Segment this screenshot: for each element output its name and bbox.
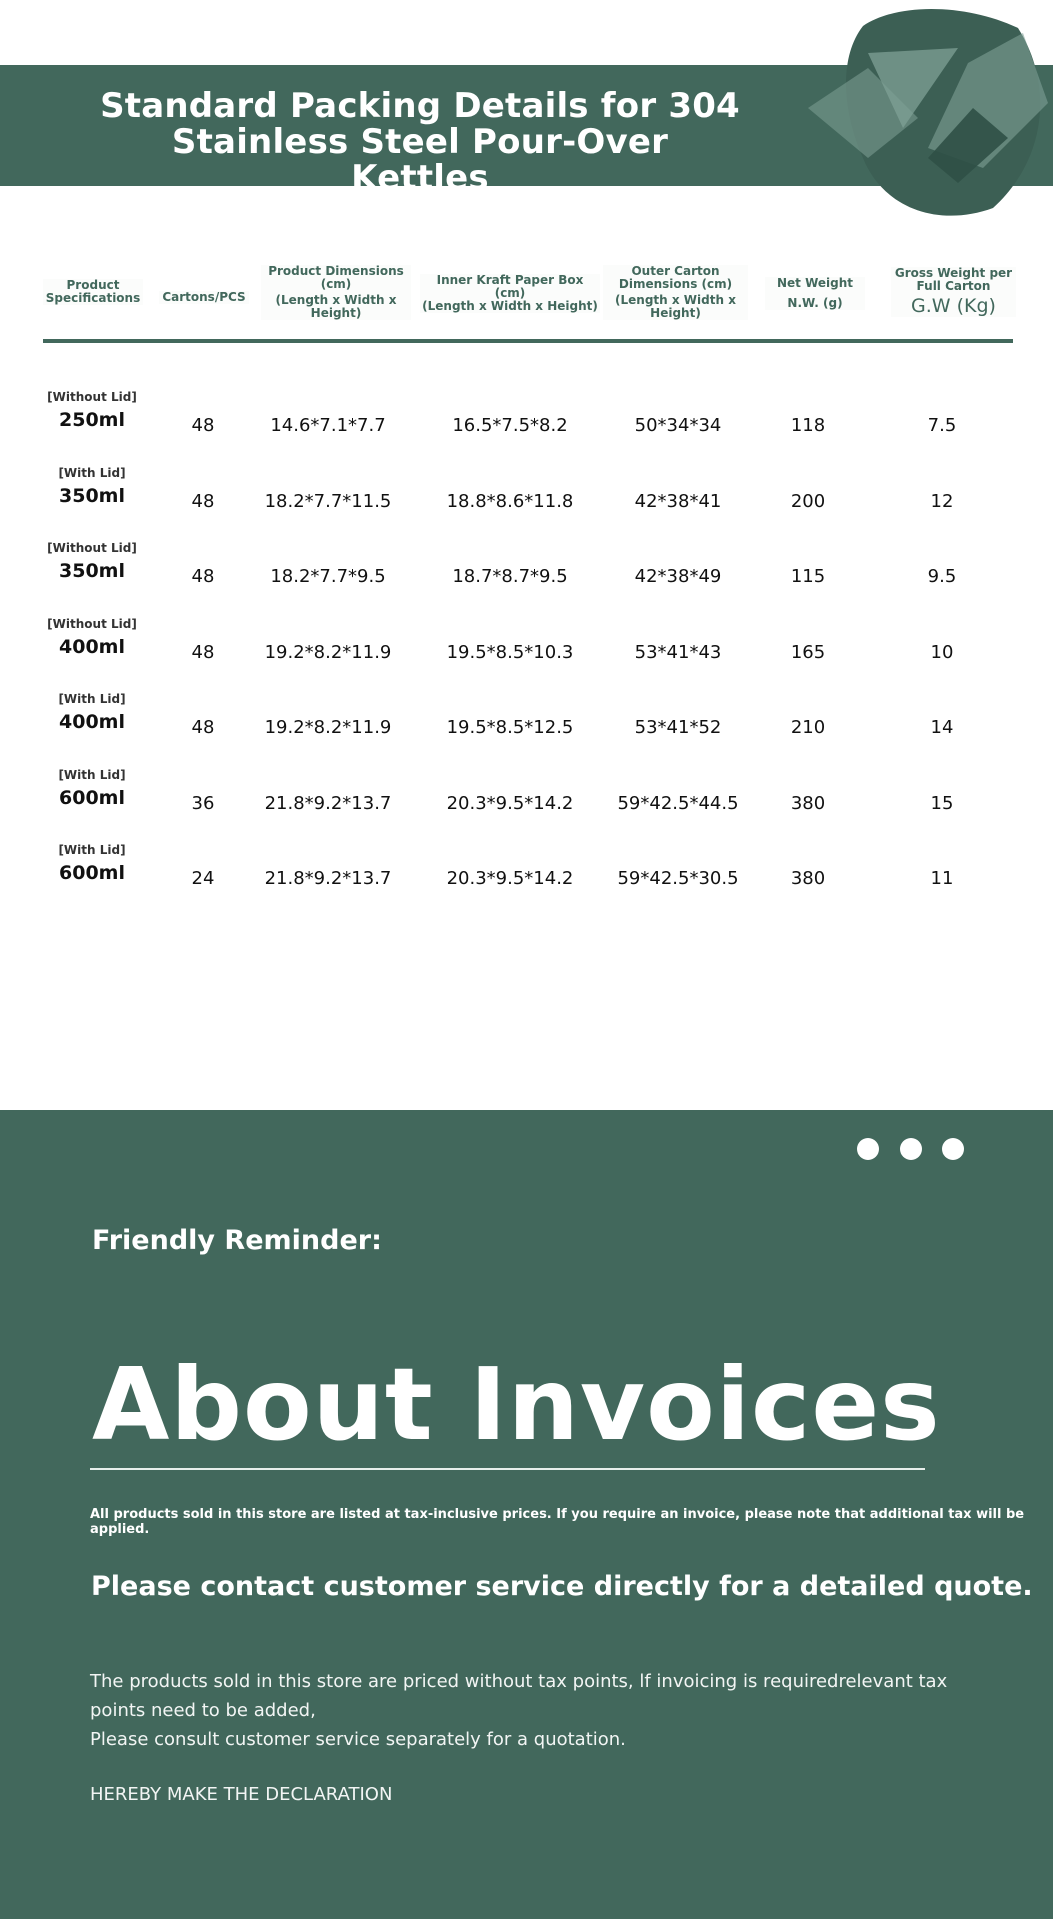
spec-cell [42,768,142,810]
cell-product: 21.8*9.2*13.7 [264,868,392,889]
cell-outer: 59*42.5*30.5 [617,868,739,889]
title-underline [90,1468,925,1470]
ellipsis-dots-icon [942,1138,964,1160]
cell-nw: 118 [790,415,826,436]
header-cartons: Cartons/PCS [159,291,249,304]
cell-nw: 380 [790,868,826,889]
table-row [0,466,1053,526]
spec-cell [42,466,142,508]
cell-cartons: 24 [191,868,215,889]
spec-cell [42,541,142,583]
capacity-label: 600ml [59,862,125,884]
cell-inner: 20.3*9.5*14.2 [446,793,574,814]
table-header [43,255,1013,335]
header-gross-weight: Gross Weight per Full Carton G.W (Kg) [891,267,1016,317]
capacity-label: 600ml [59,787,125,809]
cell-outer: 53*41*43 [634,642,722,663]
cell-gw: 14 [930,717,954,738]
cell-cartons: 48 [191,717,215,738]
capacity-label: 350ml [59,560,125,582]
cell-product: 19.2*8.2*11.9 [264,642,392,663]
cell-inner: 16.5*7.5*8.2 [452,415,568,436]
reminder-label: Friendly Reminder: [92,1225,382,1256]
cell-cartons: 48 [191,566,215,587]
header-net-weight: Net Weight N.W. (g) [765,277,865,310]
lid-tag: [With Lid] [58,692,126,706]
cell-gw: 7.5 [927,415,957,436]
lid-tag: [Without Lid] [47,390,137,404]
paragraph-line: Please consult customer service separately for a quotation. [90,1729,626,1750]
lid-tag: [With Lid] [58,466,126,480]
page-title [100,88,740,196]
header-spec: Product Specifications [43,279,143,305]
cell-inner: 20.3*9.5*14.2 [446,868,574,889]
lid-tag: [Without Lid] [47,617,137,631]
tax-note: All products sold in this store are listed at tax-inclusive prices. If you require an invoice, please note that additional tax will be applied. [90,1507,1025,1537]
cell-gw: 12 [930,491,954,512]
cell-nw: 200 [790,491,826,512]
spec-cell [42,390,142,432]
cell-product: 18.2*7.7*9.5 [270,566,386,587]
contact-notice: Please contact customer service directly for a detailed quote. [91,1571,1033,1602]
declaration-text: HEREBY MAKE THE DECLARATION [90,1784,393,1805]
capacity-label: 400ml [59,711,125,733]
table-row [0,768,1053,828]
header-product-dims: Product Dimensions (cm) (Length x Width x Height) [261,265,411,320]
cell-inner: 19.5*8.5*12.5 [446,717,574,738]
lid-tag: [With Lid] [58,843,126,857]
header-outer-carton: Outer Carton Dimensions (cm) (Length x Width x Height) [603,265,748,320]
table-row [0,390,1053,450]
cell-nw: 165 [790,642,826,663]
ellipsis-dots-icon [857,1138,879,1160]
cell-outer: 53*41*52 [634,717,722,738]
cell-nw: 210 [790,717,826,738]
cell-product: 19.2*8.2*11.9 [264,717,392,738]
paragraph-line: The products sold in this store are priced without tax points, lf invoicing is requiredrelevant tax points need to be added, [90,1671,948,1721]
invoice-paragraph [90,1667,970,1754]
cell-cartons: 48 [191,491,215,512]
cell-outer: 50*34*34 [634,415,722,436]
lid-tag: [Without Lid] [47,541,137,555]
lid-tag: [With Lid] [58,768,126,782]
page-title-line1: Standard Packing Details for 304 [100,86,740,126]
cell-nw: 115 [790,566,826,587]
cell-inner: 18.7*8.7*9.5 [452,566,568,587]
cell-gw: 10 [930,642,954,663]
cell-outer: 42*38*41 [634,491,722,512]
cell-cartons: 36 [191,793,215,814]
cell-gw: 9.5 [927,566,957,587]
cell-gw: 15 [930,793,954,814]
spec-cell [42,692,142,734]
leaf-drop-logo-icon [808,8,1053,218]
cell-product: 14.6*7.1*7.7 [270,415,386,436]
capacity-label: 350ml [59,485,125,507]
cell-cartons: 48 [191,642,215,663]
capacity-label: 250ml [59,409,125,431]
cell-inner: 18.8*8.6*11.8 [446,491,574,512]
table-row [0,692,1053,752]
spec-cell [42,843,142,885]
invoice-title: About Invoices [92,1346,941,1463]
cell-inner: 19.5*8.5*10.3 [446,642,574,663]
page-title-line2: Stainless Steel Pour-Over Kettles [171,122,669,198]
capacity-label: 400ml [59,636,125,658]
table-row [0,617,1053,677]
cell-nw: 380 [790,793,826,814]
header-divider [43,339,1013,343]
table-row [0,541,1053,601]
cell-outer: 42*38*49 [634,566,722,587]
cell-outer: 59*42.5*44.5 [617,793,739,814]
table-row [0,843,1053,903]
ellipsis-dots-icon [900,1138,922,1160]
header-inner-box: Inner Kraft Paper Box (cm) (Length x Width x Height) [420,274,600,313]
spec-cell [42,617,142,659]
cell-product: 18.2*7.7*11.5 [264,491,392,512]
cell-product: 21.8*9.2*13.7 [264,793,392,814]
cell-cartons: 48 [191,415,215,436]
cell-gw: 11 [930,868,954,889]
